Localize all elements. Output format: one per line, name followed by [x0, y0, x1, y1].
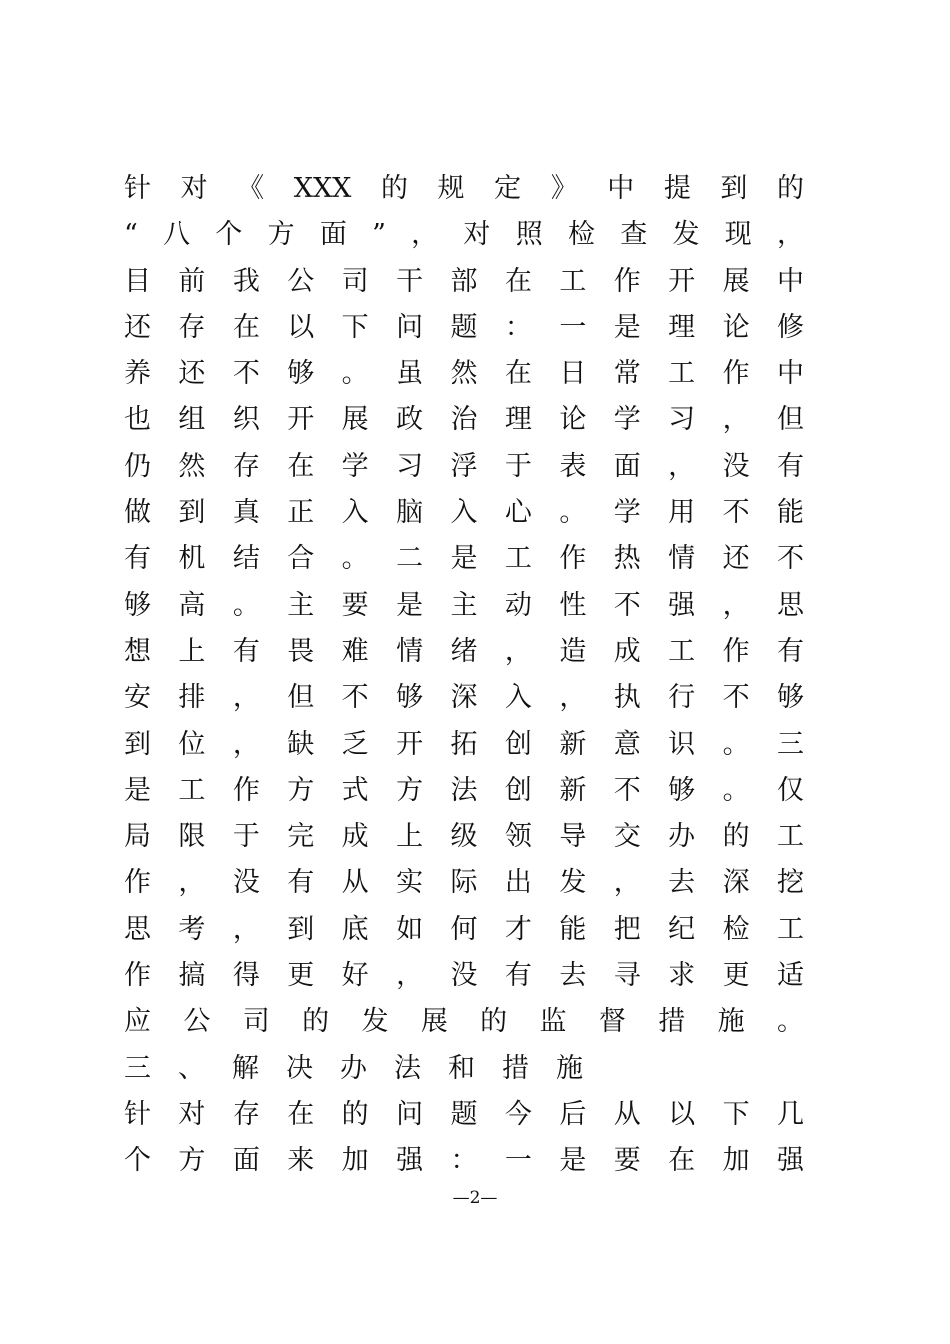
body-line-14: 是工作方式方法创新不够。仅 [124, 774, 804, 806]
body-line-13: 到位，缺乏开拓创新意识。三 [124, 728, 804, 760]
body-line-5: 养还不够。虽然在日常工作中 [124, 358, 804, 390]
document-body [124, 166, 804, 1185]
body-line-10: 够高。主要是主动性不强，思 [124, 589, 804, 621]
page-number: —2— [452, 1188, 498, 1208]
body-line-9: 有机结合。二是工作热情还不 [124, 543, 804, 575]
body-line-1: 针对《XXX的规定》中提到的 [124, 173, 804, 204]
body-line-17: 思考，到底如何才能把纪检工 [124, 913, 804, 945]
body-line-7: 仍然存在学习浮于表面，没有 [124, 450, 804, 482]
body-line-18: 作搞得更好，没有去寻求更适 [124, 960, 804, 992]
section-heading: 三、解决办法和措施 [124, 1052, 610, 1084]
body-line-3: 目前我公司干部在工作开展中 [124, 265, 804, 297]
body-line-11: 想上有畏难情绪，造成工作有 [124, 635, 804, 667]
body-line-15: 局限于完成上级领导交办的工 [124, 821, 804, 853]
body-line-21: 个方面来加强：一是要在加强 [124, 1145, 804, 1177]
body-line-4: 还存在以下问题：一是理论修 [124, 311, 804, 343]
body-line-6: 也组织开展政治理论学习，但 [124, 404, 804, 436]
body-line-19: 应公司的发展的监督措施。 [124, 1006, 804, 1038]
body-line-12: 安排，但不够深入，执行不够 [124, 682, 804, 714]
body-line-20: 针对存在的问题今后从以下几 [124, 1098, 804, 1130]
body-line-2: “八个方面”，对照检查发现， [124, 219, 804, 251]
body-line-16: 作，没有从实际出发，去深挖 [124, 867, 804, 899]
body-line-8: 做到真正入脑入心。学用不能 [124, 497, 804, 529]
